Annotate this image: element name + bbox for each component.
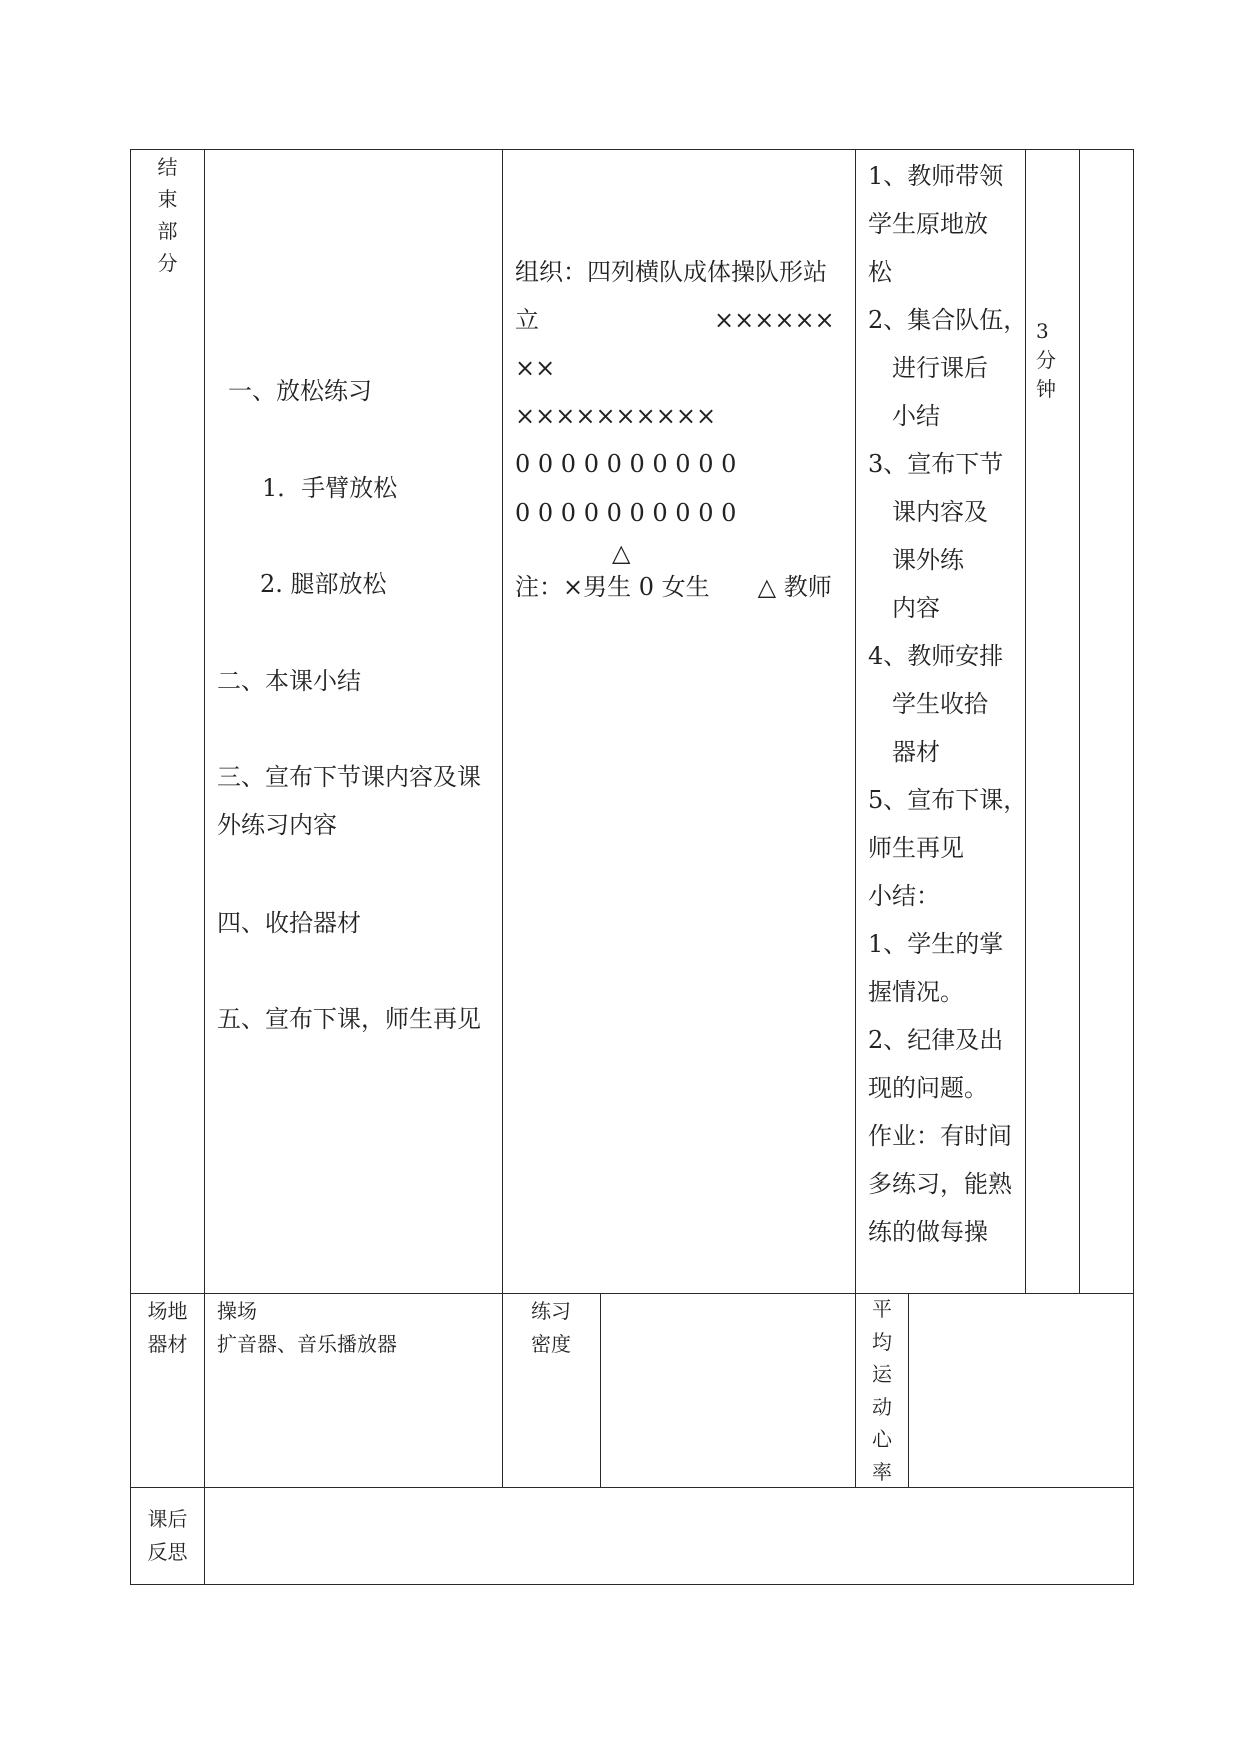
content-item-3: 三、宣布下节课内容及课 (217, 763, 481, 791)
formation-row-3: 0 0 0 0 0 0 0 0 0 0 (515, 450, 737, 478)
heart-rate-label: 平 均 运 动 心 率 (872, 1297, 892, 1484)
teacher-step-line: 1、教师带领 (868, 162, 1004, 190)
density-label: 练习 密度 (531, 1299, 571, 1356)
col-divider-3 (855, 149, 856, 1488)
teacher-step-line: 练的做每操 (868, 1218, 988, 1246)
formation-row-2: ×××××××××× (515, 402, 717, 430)
teacher-step-line: 内容 (868, 594, 940, 622)
teacher-step-line: 2、纪律及出 (868, 1026, 1004, 1054)
venue-label: 场地 器材 (147, 1299, 188, 1356)
col-divider-5 (1079, 149, 1080, 1294)
teacher-step-line: 现的问题。 (868, 1074, 988, 1102)
venue-value: 操场 扩音器、音乐播放器 (217, 1299, 397, 1356)
teacher-step-line: 进行课后 (868, 354, 988, 382)
content-item-1: 一、放松练习 (228, 377, 372, 405)
table-border-left (130, 149, 131, 1585)
teacher-step-line: 学生收拾 (868, 690, 988, 718)
teacher-step-line: 学生原地放 (868, 210, 988, 238)
formation-row-1-tail: ×××××× (714, 306, 835, 334)
reflection-label: 课后 反思 (147, 1507, 188, 1564)
organization-title-cont: 立 (515, 306, 539, 334)
teacher-step-line: 小结： (868, 882, 940, 910)
teacher-step-line: 1、学生的掌 (868, 930, 1004, 958)
table-border-right (1133, 149, 1134, 1585)
teacher-step-line: 5、宣布下课， (868, 786, 1028, 814)
content-item-2: 二、本课小结 (217, 667, 361, 695)
teacher-step-line: 握情况。 (868, 978, 964, 1006)
teacher-position-mark: △ (612, 539, 631, 567)
teacher-step-line: 课外练 (868, 546, 964, 574)
col-divider-1 (204, 149, 205, 1585)
table-row-divider-reflection (130, 1487, 1134, 1488)
content-item-1-1: 1．手臂放松 (262, 474, 398, 502)
time-duration: 3 分 钟 (1036, 319, 1056, 401)
teacher-step-line: 师生再见 (868, 834, 964, 862)
teacher-step-line: 小结 (868, 402, 940, 430)
formation-row-4: 0 0 0 0 0 0 0 0 0 0 (515, 499, 737, 527)
teacher-step-line: 课内容及 (868, 498, 988, 526)
teacher-step-line: 多练习，能熟 (868, 1170, 1012, 1198)
section-label: 结 束 部 分 (157, 155, 178, 275)
teacher-step-line: 4、教师安排 (868, 642, 1004, 670)
table-border-bottom (130, 1584, 1134, 1585)
content-item-3-cont: 外练习内容 (217, 811, 337, 839)
teacher-step-line: 2、集合队伍， (868, 306, 1028, 334)
teacher-step-line: 器材 (868, 738, 940, 766)
col-divider-2 (502, 149, 503, 1488)
teacher-step-line: 作业：有时间 (868, 1122, 1012, 1150)
teacher-step-line: 3、宣布下节 (868, 450, 1004, 478)
content-item-4: 四、收拾器材 (217, 909, 361, 937)
organization-title: 组织：四列横队成体操队形站 (515, 258, 827, 286)
teacher-steps (868, 152, 1028, 1256)
content-item-5: 五、宣布下课，师生再见 (217, 1005, 481, 1033)
teacher-step-line: 松 (868, 258, 892, 286)
col-divider-density (600, 1293, 601, 1488)
content-item-1-2: 2. 腿部放松 (260, 570, 387, 598)
table-border-top (130, 149, 1134, 150)
formation-row-1-wrap: ×× (515, 354, 556, 382)
formation-legend: 注：×男生 0 女生 △ 教师 (515, 573, 832, 601)
col-divider-heart-rate (908, 1293, 909, 1488)
table-row-divider-venue (130, 1293, 1134, 1294)
